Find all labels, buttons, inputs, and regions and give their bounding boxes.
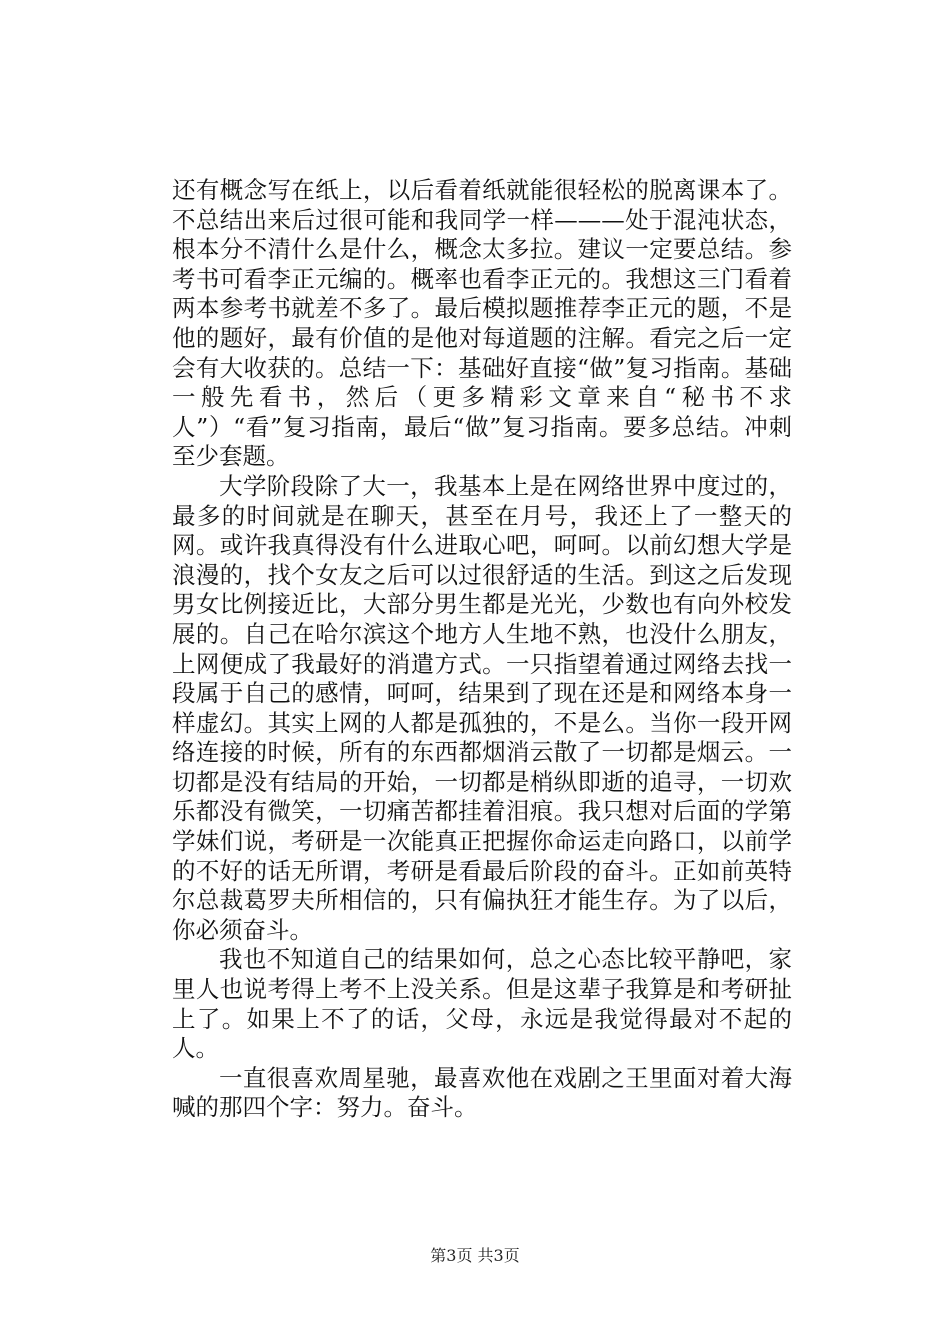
document-body — [172, 176, 792, 1123]
paragraph-continuation: 还有概念写在纸上，以后看着纸就能很轻松的脱离课本了。不总结出来后过很可能和我同学一样———处于混沌状态，根本分不清什么是什么，概念太多拉。建议一定要总结。参考书可看李正元编的。概率也看李正元的。我想这三门看着两本参考书就差不多了。最后模拟题推荐李正元的题，不是他的题好，最有价值的是他对每道题的注解。看完之后一定会有大收获的。总结一下：基础好直接“做”复习指南。基础一般先看书，然后（更多精彩文章来自“秘书不求人”）“看”复习指南，最后“做”复习指南。要多总结。冲刺至少套题。 — [172, 176, 792, 471]
paragraph-result: 我也不知道自己的结果如何，总之心态比较平静吧，家里人也说考得上考不上没关系。但是这辈子我算是和考研扯上了。如果上不了的话，父母，永远是我觉得最对不起的人。 — [172, 945, 792, 1063]
page-number-footer: 第3页 共3页 — [430, 1246, 520, 1265]
paragraph-closing: 一直很喜欢周星驰，最喜欢他在戏剧之王里面对着大海喊的那四个字：努力。奋斗。 — [172, 1063, 792, 1122]
paragraph-internet-life: 大学阶段除了大一，我基本上是在网络世界中度过的，最多的时间就是在聊天，甚至在月号，我还上了一整天的网。或许我真得没有什么进取心吧，呵呵。以前幻想大学是浪漫的，找个女友之后可以过很舒适的生活。到这之后发现男女比例接近比，大部分男生都是光光，少数也有向外校发展的。自己在哈尔滨这个地方人生地不熟，也没什么朋友，上网便成了我最好的消遣方式。一只指望着通过网络去找一段属于自己的感情，呵呵，结果到了现在还是和网络本身一样虚幻。其实上网的人都是孤独的，不是么。当你一段开网络连接的时候，所有的东西都烟消云散了一切都是烟云。一切都是没有结局的开始，一切都是梢纵即逝的追寻，一切欢乐都没有微笑，一切痛苦都挂着泪痕。我只想对后面的学第学妹们说，考研是一次能真正把握你命运走向路口，以前学的不好的话无所谓，考研是看最后阶段的奋斗。正如前英特尔总裁葛罗夫所相信的，只有偏执狂才能生存。为了以后，你必须奋斗。 — [172, 471, 792, 944]
